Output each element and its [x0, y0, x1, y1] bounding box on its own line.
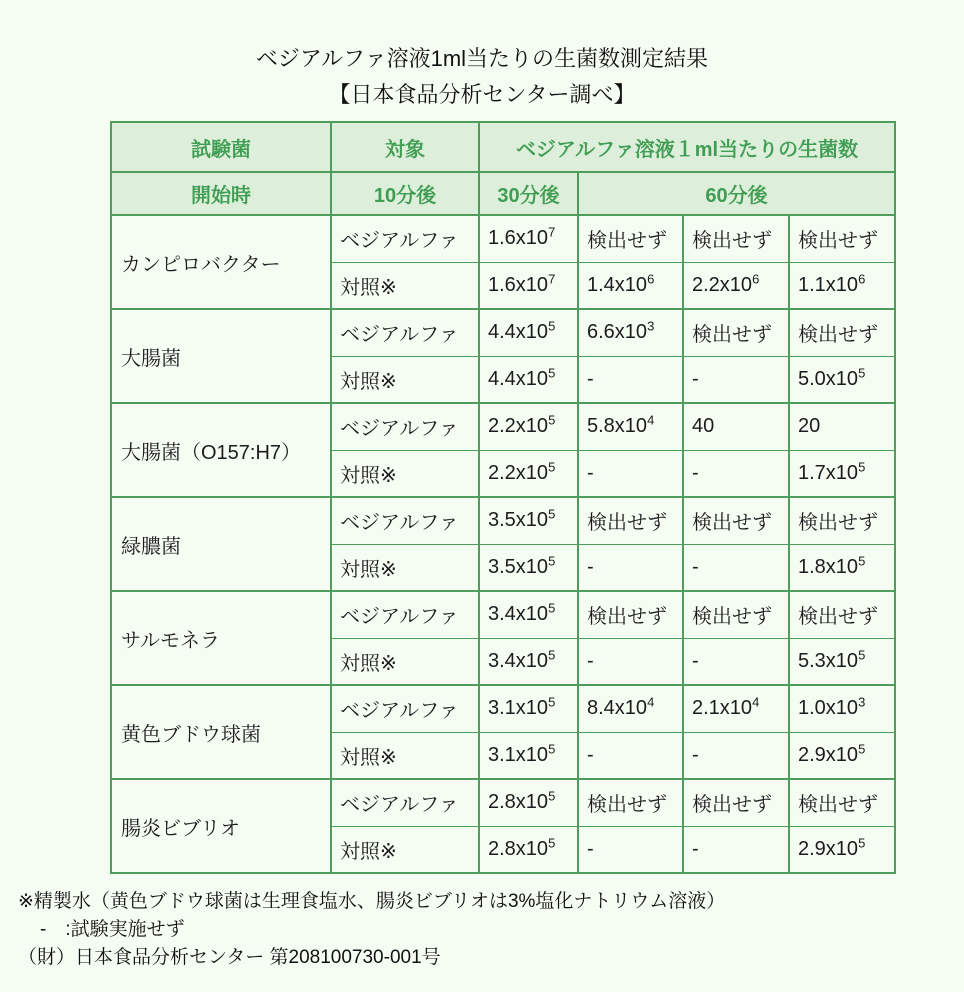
- value-cell: $5.0x10^5$: [789, 356, 895, 403]
- value-cell: $4.4x10^5$: [479, 309, 578, 356]
- value-cell: -: [578, 450, 683, 497]
- value-cell: $2.9x10^5$: [789, 732, 895, 779]
- table-row: [111, 215, 895, 262]
- value-cell: $3.5x10^5$: [479, 497, 578, 544]
- bacteria-name-cell: 黄色ブドウ球菌: [111, 685, 331, 779]
- value-cell: $3.4x10^5$: [479, 638, 578, 685]
- value-cell: -: [683, 826, 789, 873]
- value-cell: -: [683, 638, 789, 685]
- footnotes: [18, 888, 964, 972]
- value-cell: $2.2x10^6$: [683, 262, 789, 309]
- page-subtitle: 【日本食品分析センター調べ】: [328, 82, 636, 107]
- value-cell: -: [578, 638, 683, 685]
- value-cell: $8.4x10^4$: [578, 685, 683, 732]
- value-cell: 20: [789, 403, 895, 450]
- target-cell: ベジアルファ: [331, 591, 479, 638]
- bacteria-name-cell: 大腸菌（O157:H7）: [111, 403, 331, 497]
- target-cell: 対照※: [331, 638, 479, 685]
- value-cell: 検出せず: [683, 591, 789, 638]
- value-cell: 検出せず: [789, 215, 895, 262]
- value-cell: 検出せず: [683, 215, 789, 262]
- value-cell: $4.4x10^5$: [479, 356, 578, 403]
- bacteria-name-cell: サルモネラ: [111, 591, 331, 685]
- value-cell: -: [578, 826, 683, 873]
- value-cell: $1.4x10^6$: [578, 262, 683, 309]
- bacteria-name-cell: カンピロバクター: [111, 215, 331, 309]
- col-header-target: 対象: [331, 122, 479, 172]
- value-cell: 検出せず: [578, 215, 683, 262]
- value-cell: -: [683, 544, 789, 591]
- footnote-certificate: （財）日本食品分析センター 第208100730-001号: [18, 947, 441, 968]
- value-cell: -: [578, 732, 683, 779]
- value-cell: $1.7x10^5$: [789, 450, 895, 497]
- value-cell: $2.2x10^5$: [479, 450, 578, 497]
- value-cell: -: [578, 544, 683, 591]
- value-cell: $3.1x10^5$: [479, 685, 578, 732]
- value-cell: 検出せず: [789, 497, 895, 544]
- value-cell: 検出せず: [789, 591, 895, 638]
- table-header: [111, 122, 895, 215]
- col-header-10min: 10分後: [331, 172, 479, 215]
- bacteria-name-cell: 腸炎ビブリオ: [111, 779, 331, 873]
- col-header-start: 開始時: [111, 172, 331, 215]
- bacteria-count-table: [110, 121, 896, 874]
- target-cell: 対照※: [331, 262, 479, 309]
- table-row: [111, 403, 895, 450]
- value-cell: $1.6x10^7$: [479, 215, 578, 262]
- value-cell: -: [683, 732, 789, 779]
- value-cell: $3.5x10^5$: [479, 544, 578, 591]
- value-cell: $5.8x10^4$: [578, 403, 683, 450]
- table-row: [111, 497, 895, 544]
- table-row: [111, 779, 895, 826]
- col-header-60min: 60分後: [578, 172, 895, 215]
- value-cell: $1.1x10^6$: [789, 262, 895, 309]
- page-title: ベジアルファ溶液1ml当たりの生菌数測定結果: [255, 46, 709, 71]
- header-row-1: [111, 122, 895, 172]
- table-row: [111, 309, 895, 356]
- footnote-water: ※精製水（黄色ブドウ球菌は生理食塩水、腸炎ビブリオは3%塩化ナトリウム溶液）: [18, 891, 726, 912]
- col-header-30min: 30分後: [479, 172, 578, 215]
- target-cell: 対照※: [331, 826, 479, 873]
- table-row: [111, 591, 895, 638]
- target-cell: 対照※: [331, 544, 479, 591]
- value-cell: $2.8x10^5$: [479, 826, 578, 873]
- footnote-dash: - :試験実施せず: [40, 919, 185, 940]
- value-cell: 検出せず: [789, 779, 895, 826]
- header-row-2: [111, 172, 895, 215]
- value-cell: $1.8x10^5$: [789, 544, 895, 591]
- target-cell: ベジアルファ: [331, 403, 479, 450]
- value-cell: 検出せず: [578, 591, 683, 638]
- value-cell: $5.3x10^5$: [789, 638, 895, 685]
- value-cell: 検出せず: [683, 497, 789, 544]
- target-cell: 対照※: [331, 732, 479, 779]
- bacteria-name-cell: 緑膿菌: [111, 497, 331, 591]
- value-cell: $3.1x10^5$: [479, 732, 578, 779]
- value-cell: $3.4x10^5$: [479, 591, 578, 638]
- target-cell: 対照※: [331, 356, 479, 403]
- value-cell: 検出せず: [578, 497, 683, 544]
- value-cell: 検出せず: [683, 779, 789, 826]
- target-cell: ベジアルファ: [331, 497, 479, 544]
- bacteria-name-cell: 大腸菌: [111, 309, 331, 403]
- value-cell: 検出せず: [789, 309, 895, 356]
- value-cell: 検出せず: [683, 309, 789, 356]
- value-cell: -: [578, 356, 683, 403]
- value-cell: $6.6x10^3$: [578, 309, 683, 356]
- value-cell: -: [683, 450, 789, 497]
- col-header-count: ベジアルファ溶液１ml当たりの生菌数: [479, 122, 895, 172]
- target-cell: ベジアルファ: [331, 685, 479, 732]
- value-cell: -: [683, 356, 789, 403]
- target-cell: ベジアルファ: [331, 215, 479, 262]
- value-cell: 検出せず: [578, 779, 683, 826]
- target-cell: ベジアルファ: [331, 309, 479, 356]
- target-cell: ベジアルファ: [331, 779, 479, 826]
- table-row: [111, 685, 895, 732]
- table-body: [111, 215, 895, 873]
- value-cell: 40: [683, 403, 789, 450]
- value-cell: $2.1x10^4$: [683, 685, 789, 732]
- col-header-bacteria: 試験菌: [111, 122, 331, 172]
- value-cell: $2.2x10^5$: [479, 403, 578, 450]
- target-cell: 対照※: [331, 450, 479, 497]
- value-cell: $1.6x10^7$: [479, 262, 578, 309]
- value-cell: $2.9x10^5$: [789, 826, 895, 873]
- title-block: [0, 0, 964, 110]
- value-cell: $2.8x10^5$: [479, 779, 578, 826]
- value-cell: $1.0x10^3$: [789, 685, 895, 732]
